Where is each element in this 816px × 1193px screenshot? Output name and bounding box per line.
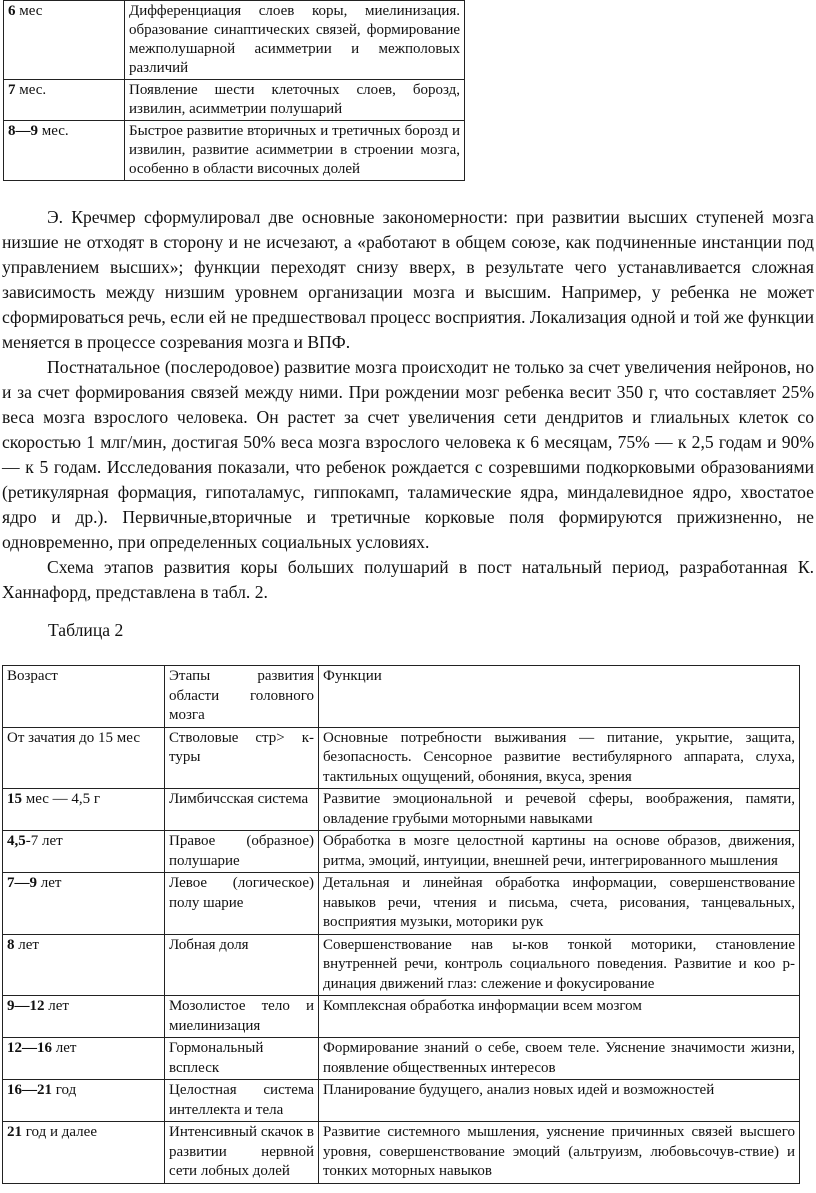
table-row bbox=[3, 727, 800, 789]
functions-cell: Планирование будущего, анализ новых идей и возможностей bbox=[319, 1080, 800, 1122]
table-header-row bbox=[3, 666, 800, 728]
header-stage: Этапы развития области головного мозга bbox=[165, 666, 319, 728]
functions-cell: Развитие системного мышления, уяснение причинных связей высшего уровня, совершенствование эмоций (альтруизм, любовьсочув-ствие) и тонких моторных навыков bbox=[319, 1122, 800, 1184]
header-age: Возраст bbox=[3, 666, 165, 728]
age-cell: 8 лет bbox=[3, 934, 165, 996]
functions-cell: Обработка в мозге целостной картины на основе образов, движения, ритма, эмоций, интуиции, внешней речи, интегрированного мышления bbox=[319, 831, 800, 873]
stage-cell: Целостная система интеллекта и тела bbox=[165, 1080, 319, 1122]
table-row bbox=[4, 1, 465, 80]
table-row bbox=[3, 1080, 800, 1122]
description-cell: Дифференциация слоев коры, миелинизация. образование синаптических связей, формирование межполушарной асимметрии и межполовых различий bbox=[125, 1, 465, 80]
table-row bbox=[3, 996, 800, 1038]
body-text bbox=[2, 205, 814, 605]
functions-cell: Основные потребности выживания — питание, укрытие, защита, безопасность. Сенсорное развитие вестибулярного аппарата, слуха, тактильных ощущений, обоняния, вкуса, зрения bbox=[319, 727, 800, 789]
description-cell: Появление шести клеточных слоев, борозд, извилин, асимметрии полушарий bbox=[125, 80, 465, 121]
age-cell: 7 мес. bbox=[4, 80, 125, 121]
age-cell: 21 год и далее bbox=[3, 1122, 165, 1184]
table-row bbox=[3, 873, 800, 935]
paragraph: Э. Кречмер сформулировал две основные закономерности: при развитии высших ступеней мозга низшие не отходят в сторону и не исчезают, а «работают в общем союзе, как подчиненные инстанции под управлением высших»; функции переходят снизу вверх, в результате чего устанавливается сложная зависимость между низшим уровнем организации мозга и высшим. Например, у ребенка не может сформироваться речь, если ей не предшествовал процесс восприятия. Локализация одной и той же функции меняется в процессе созревания мозга и ВПФ. bbox=[2, 207, 814, 352]
table-row bbox=[3, 1122, 800, 1184]
stage-cell: Стволовые стр> к-туры bbox=[165, 727, 319, 789]
stage-cell: Интенсивный скачок в развитии нервной сети лобных долей bbox=[165, 1122, 319, 1184]
stage-cell: Лимбичсская система bbox=[165, 789, 319, 831]
age-cell: 9—12 лет bbox=[3, 996, 165, 1038]
paragraph: Постнатальное (послеродовое) развитие мозга происходит не только за счет увеличения нейронов, но и за счет формирования связей между ними. При рождении мозг ребенка весит 350 г, что составляет 25% веса мозга взрослого человека. Он растет за счет увеличения сети дендритов и глиальных клеток со скоростью 1 млг/мин, достигая 50% веса мозга взрослого человека к 6 месяцам, 75% — к 2,5 годам и 90% — к 5 годам. Исследования показали, что ребенок рождается с созревшими подкорковыми образованиями (ретикулярная формация, гипоталамус, гиппокамп, таламические ядра, миндалевидное ядро, хвостатое ядро и др.). Первичные,вторичные и третичные корковые поля формируются прижизненно, не одновременно, при определенных социальных условиях. bbox=[2, 357, 814, 552]
age-cell: 6 мес bbox=[4, 1, 125, 80]
table-row bbox=[4, 121, 465, 181]
header-functions: Функции bbox=[319, 666, 800, 728]
functions-cell: Совершенствование нав ы-ков тонкой моторики, становление внутренней речи, контроль социального поведения. Развитие и коо р-динация движений глаз: слежение и фокусирование bbox=[319, 934, 800, 996]
age-cell: 8—9 мес. bbox=[4, 121, 125, 181]
table-row bbox=[4, 80, 465, 121]
stage-cell: Лобная доля bbox=[165, 934, 319, 996]
stage-cell: Мозолистое тело и миелинизация bbox=[165, 996, 319, 1038]
stage-cell: Гормональный всплеск bbox=[165, 1038, 319, 1080]
age-cell: 7—9 лет bbox=[3, 873, 165, 935]
table-cortex-development-stages bbox=[2, 665, 800, 1184]
age-cell: 4,5-7 лет bbox=[3, 831, 165, 873]
description-cell: Быстрое развитие вторичных и третичных борозд и извилин, развитие асимметрии в строении мозга, особенно в области височных долей bbox=[125, 121, 465, 181]
table-row bbox=[3, 934, 800, 996]
table-row bbox=[3, 1038, 800, 1080]
functions-cell: Детальная и линейная обработка информации, совершенствование навыков речи, чтения и письма, счета, рисования, танцевальных, восприятия музыки, моторики рук bbox=[319, 873, 800, 935]
table-brain-development-months bbox=[3, 0, 465, 181]
table-caption: Таблица 2 bbox=[48, 620, 124, 640]
stage-cell: Левое (логическое) полу шарие bbox=[165, 873, 319, 935]
functions-cell: Формирование знаний о себе, своем теле. Уяснение значимости жизни, появление общественных интересов bbox=[319, 1038, 800, 1080]
functions-cell: Развитие эмоциональной и речевой сферы, воображения, памяти, овладение грубыми моторными навыками bbox=[319, 789, 800, 831]
functions-cell: Комплексная обработка информации всем мозгом bbox=[319, 996, 800, 1038]
age-cell: 12—16 лет bbox=[3, 1038, 165, 1080]
age-cell: От зачатия до 15 мес bbox=[3, 727, 165, 789]
table-row bbox=[3, 831, 800, 873]
age-cell: 15 мес — 4,5 г bbox=[3, 789, 165, 831]
stage-cell: Правое (образное) полушарие bbox=[165, 831, 319, 873]
table-row bbox=[3, 789, 800, 831]
paragraph: Схема этапов развития коры больших полушарий в пост натальный период, разработанная К. Ханнафорд, представлена в табл. 2. bbox=[2, 557, 814, 602]
age-cell: 16—21 год bbox=[3, 1080, 165, 1122]
